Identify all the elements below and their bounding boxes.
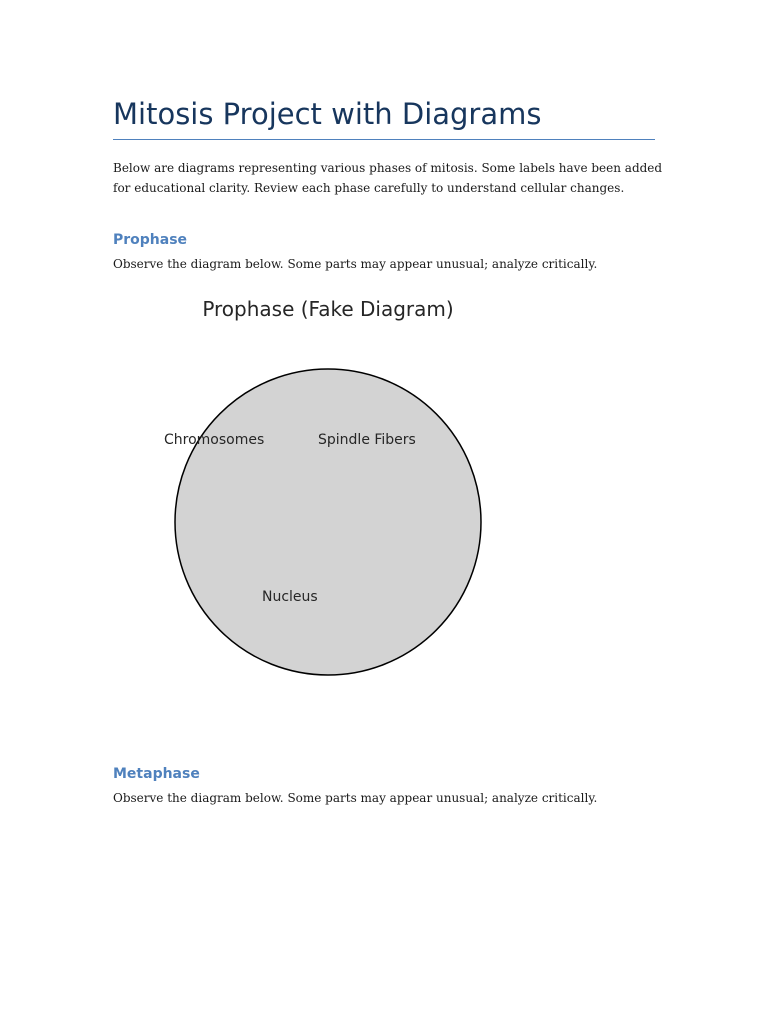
document-title: Mitosis Project with Diagrams	[113, 97, 542, 131]
section-heading-prophase: Prophase	[113, 232, 188, 248]
diagram-title: Prophase (Fake Diagram)	[202, 297, 454, 321]
title-underline	[113, 139, 655, 140]
cell-circle	[175, 369, 481, 675]
label-spindle-fibers: Spindle Fibers	[318, 432, 416, 448]
label-chromosomes: Chromosomes	[164, 432, 265, 448]
section-heading-metaphase: Metaphase	[113, 766, 200, 782]
label-nucleus: Nucleus	[262, 589, 318, 605]
intro-paragraph: Below are diagrams representing various phases of mitosis. Some labels have been added for educational clarity. Review each phase carefully to understand cellular changes.	[113, 161, 663, 195]
prophase-diagram-svg	[113, 288, 553, 708]
section-text-metaphase: Observe the diagram below. Some parts may appear unusual; analyze critically.	[113, 791, 598, 805]
section-text-prophase: Observe the diagram below. Some parts may appear unusual; analyze critically.	[113, 257, 598, 271]
prophase-diagram	[113, 288, 553, 708]
